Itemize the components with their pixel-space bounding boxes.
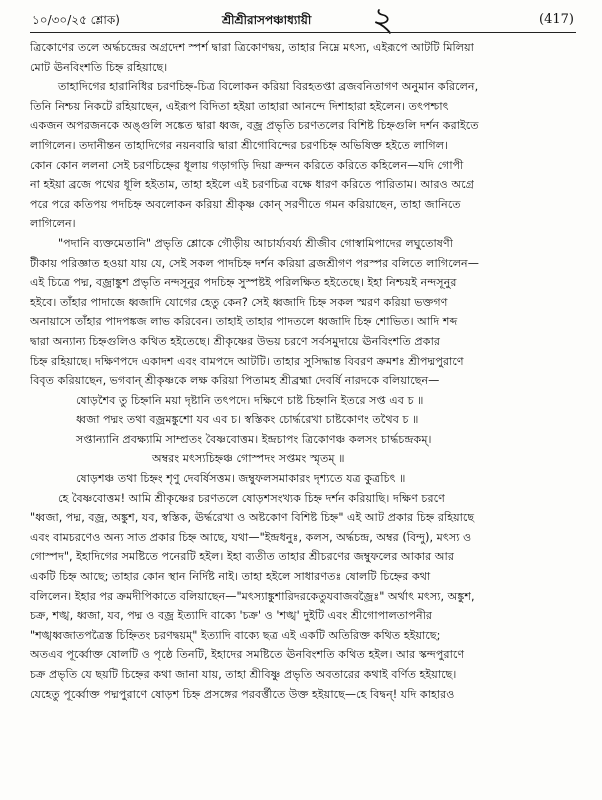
text-line: একটি চিহ্ন আছে; তাহার কোন স্থান নির্দিষ্ট নাই। তাহা হইলে সাধারণতঃ ষোলটি চিহ্নের কথা	[30, 570, 431, 584]
handwritten-mark: ২	[372, 0, 395, 40]
text-line: হে বৈষ্ণবোত্তম! আমি শ্রীকৃষ্ণের চরণতলে ষোড়শসংখ্যক চিহ্ন দর্শন করিয়াছি। দক্ষিণ চরণে	[58, 491, 445, 505]
sanskrit-verse-line: ষোড়শঞ্চ তথা চিহ্নং শৃণু দেবর্ষিসত্তম। জম্বুফলসমাকারং দৃশ্যতে যত্র কুত্রচিৎ ॥	[76, 472, 406, 486]
text-line: অতএব পূর্ব্বোক্ত ষোলটি ও পৃষ্ঠে তিনটি, ইহাদের সমষ্টিতে ঊনবিংশতি কথিত হইল। আর স্কন্দপুরাণে	[30, 648, 465, 662]
text-line: ত্রিকোণের তলে অর্দ্ধচন্দ্রের অগ্রদেশ স্পর্শ দ্বারা ত্রিকোণদ্বয়, তাহার নিম্নে মৎস্য, এইরূপে আটটি মিলিয়া	[30, 41, 474, 54]
text-line: টীকায় পরিজ্ঞাত হওয়া যায় যে, সেই সকল পাদচিহ্ন দর্শন করিয়া ব্রজশ্রীগণ পরস্পর বলিতে লাগিলেন—	[30, 256, 479, 270]
header-divider	[30, 32, 576, 33]
text-line: হইবে। তাঁহার পাদাজে ধ্বজাদি যোগের হেতু কেন? সেই ধ্বজাদি চিহ্ন সকল স্মরণ করিয়া ভক্তগণ	[30, 295, 448, 309]
text-line: "পদানি ব্যক্তমেতানি" প্রভৃতি শ্লোকে গৌড়ীয় আচার্য্যবর্য্য শ্রীজীব গোস্বামিপাদের লঘুতোষণী	[58, 236, 453, 250]
text-line: বলিলেন। ইহার পর ক্রমদীপিকাতে বলিয়াছেন—"মৎস্যাঙ্কুশারিদরকেতুযবাজবজ্রৈঃ" অর্থাৎ মৎস্য, অঙ্কুশ,	[30, 589, 475, 603]
text-line: চক্র, শঙ্খ, ধ্বজা, যব, পদ্ম ও বজ্র ইত্যাদি বাক্যে 'চক্র' ও 'শঙ্খ' দুইটি এবং শ্রীগোপালতাপনীর	[30, 609, 433, 623]
text-line: "ধ্বজা, পদ্ম, বজ্র, অঙ্কুশ, যব, স্বস্তিক, ঊর্দ্ধরেখা ও অষ্টকোণ বিশিষ্ট চিহ্ন" এই আট প্রকার চিহ্ন রহিয়াছে	[30, 511, 475, 525]
sanskrit-verse-line: ষোড়শৈব তু চিহ্নানি ময়া দৃষ্টানি তৎপদে। দক্ষিণে চাষ্ট চিহ্নানি ইতরে সপ্ত এব চ ॥	[76, 393, 424, 407]
book-title: শ্রীশ্রীরাসপঞ্চাধ্যায়ী	[222, 13, 312, 27]
text-line: এই চিত্রে পদ্ম, বজ্রাঙ্কুশ প্রভৃতি নন্দসূনুর পদচিহ্ন সুস্পষ্টই পরিলক্ষিত হইতেছে। ইহা নিশ্চয়ই নন্দসূনুর	[30, 276, 457, 290]
chapter-verse-reference: ১০/৩০/২৫ শ্লোক)	[32, 13, 120, 27]
sanskrit-verse-line: অম্বরং মৎস্যচিহ্নঞ্চ গোস্পদং সপ্তমং স্মৃতম্ ॥	[152, 452, 345, 466]
text-line: চিহ্ন রহিয়াছে। দক্ষিণপদে একাদশ এবং বামপদে আটটি। তাহার সুসিদ্ধান্ত বিবরণ ক্রমশঃ শ্রীপদ্মপুরাণে	[30, 354, 464, 368]
page-number: (417)	[539, 12, 574, 27]
text-line: লাগিলেন। তদানীন্তন তাহাদিগের নয়নবারি দ্বারা শ্রীগোবিন্দের চরণচিহ্ন অভিষিক্ত হইতে লাগিল।	[30, 138, 449, 152]
text-line: যেহেতু পূর্ব্বোক্ত পদ্মপুরাণে ষোড়শ চিহ্ন প্রসঙ্গের পরবর্ত্তীতে উক্ত হইয়াছে—হে বিদ্বন্! যদি কাহারও	[30, 687, 455, 701]
text-line: অনায়াসে তাঁহার পাদপঙ্কজ লাভ করিবেন। তাহাই তাহার পাদতলে ধ্বজাদি চিহ্ন শোভিত। আদি শব্দ	[30, 315, 458, 329]
text-line: তাহাদিগের হারানিধির চরণচিহ্ন-চিত্র বিলোকন করিয়া বিরহতপ্তা ব্রজবনিতাগণ অনুমান করিলেন,	[58, 80, 479, 94]
sanskrit-verse-line: ধ্বজা পদ্মং তথা বজ্রমঙ্কুশো যব এব চ। স্বস্তিকং চোর্দ্ধরেখা চাষ্টকোণং তথৈব চ ॥	[76, 413, 419, 427]
page-body-text	[30, 38, 576, 704]
text-line: বিবৃত করিয়াছেন, ভগবান্ শ্রীকৃষ্ণকে লক্ষ করিয়া পিতামহ শ্রীব্রহ্মা দেবর্ষি নারদকে বলিয়াছেন—	[30, 374, 440, 388]
text-line: চক্র প্রভৃতি যে ছয়টি চিহ্নের কথা জানা যায়, তাহা শ্রীবিষ্ণু প্রভৃতি অবতারের কথাই বর্ণিত হইয়াছে।	[30, 668, 457, 681]
text-line: না হইয়া ব্রজে পথের ধূলি হইতাম, তাহা হইলে এই চরণচিত্র বক্ষে ধারণ করিতে পারিতাম। আরও অগ্রে	[30, 178, 475, 192]
text-line: পরে পরে কতিপয় পদচিহ্ন অবলোকন করিয়া শ্রীকৃষ্ণ কোন্ সরণীতে গমন করিয়াছেন, তাহা জানিতে	[30, 197, 461, 211]
text-line: "শঙ্খধ্বজাতপত্রৈস্ত চিহ্নিতং চরণদ্বয়ম্" ইত্যাদি বাক্যে ছত্র এই একটি অতিরিক্ত কথিত হইয়াছে;	[30, 628, 441, 642]
text-line: গোস্পদ", ইহাদিগের সমষ্টিতে পনেরটি হইল। ইহা ব্যতীত তাহার শ্রীচরণের জম্বুফলের আকার আর	[30, 550, 455, 564]
text-line: মোট ঊনবিংশতি চিহ্ন রহিয়াছে।	[30, 60, 168, 74]
text-line: একজন অপরজনকে অঙ্গুলি সঙ্কেত দ্বারা ধ্বজ, বজ্র প্রভৃতি চরণতলের বিশিষ্ট চিহ্নগুলি দর্শন করাইতে	[30, 119, 479, 133]
text-line: দ্বারা অন্যান্য চিহ্নগুলিও কথিত হইতেছে। শ্রীকৃষ্ণের উভয় চরণে সর্বসমুদায়ে ঊনবিংশতি প্রকার	[30, 334, 440, 348]
text-line: এবং বামচরণেও অন্য সাত প্রকার চিহ্ন আছে, যথা—"ইন্দ্রধনুঃ, কলস, অর্দ্ধচন্দ্র, অম্বর (বিন্দু), মৎস্য ও	[30, 530, 472, 544]
sanskrit-verse-line: সপ্তান্যানি প্রবক্ষ্যামি সাম্প্রতং বৈষ্ণবোত্তম। ইন্দ্রচাপং ত্রিকোণঞ্চ কলসং চার্দ্ধচন্দ্রকম্।	[76, 432, 432, 446]
page-header	[0, 0, 602, 40]
text-line: কোন কোন ললনা সেই চরণচিহ্নের ধূলায় গড়াগড়ি দিয়া ক্রন্দন করিতে করিতে কহিলেন—যদি গোপী	[30, 158, 464, 172]
text-line: লাগিলেন।	[30, 217, 76, 231]
text-line: তিনি নিশ্চয় নিকটে রহিয়াছেন, এইরূপ বিদিতা হইয়া তাহারা আনন্দে দিশাহারা হইলেন। তৎপশ্চাৎ	[30, 99, 449, 113]
